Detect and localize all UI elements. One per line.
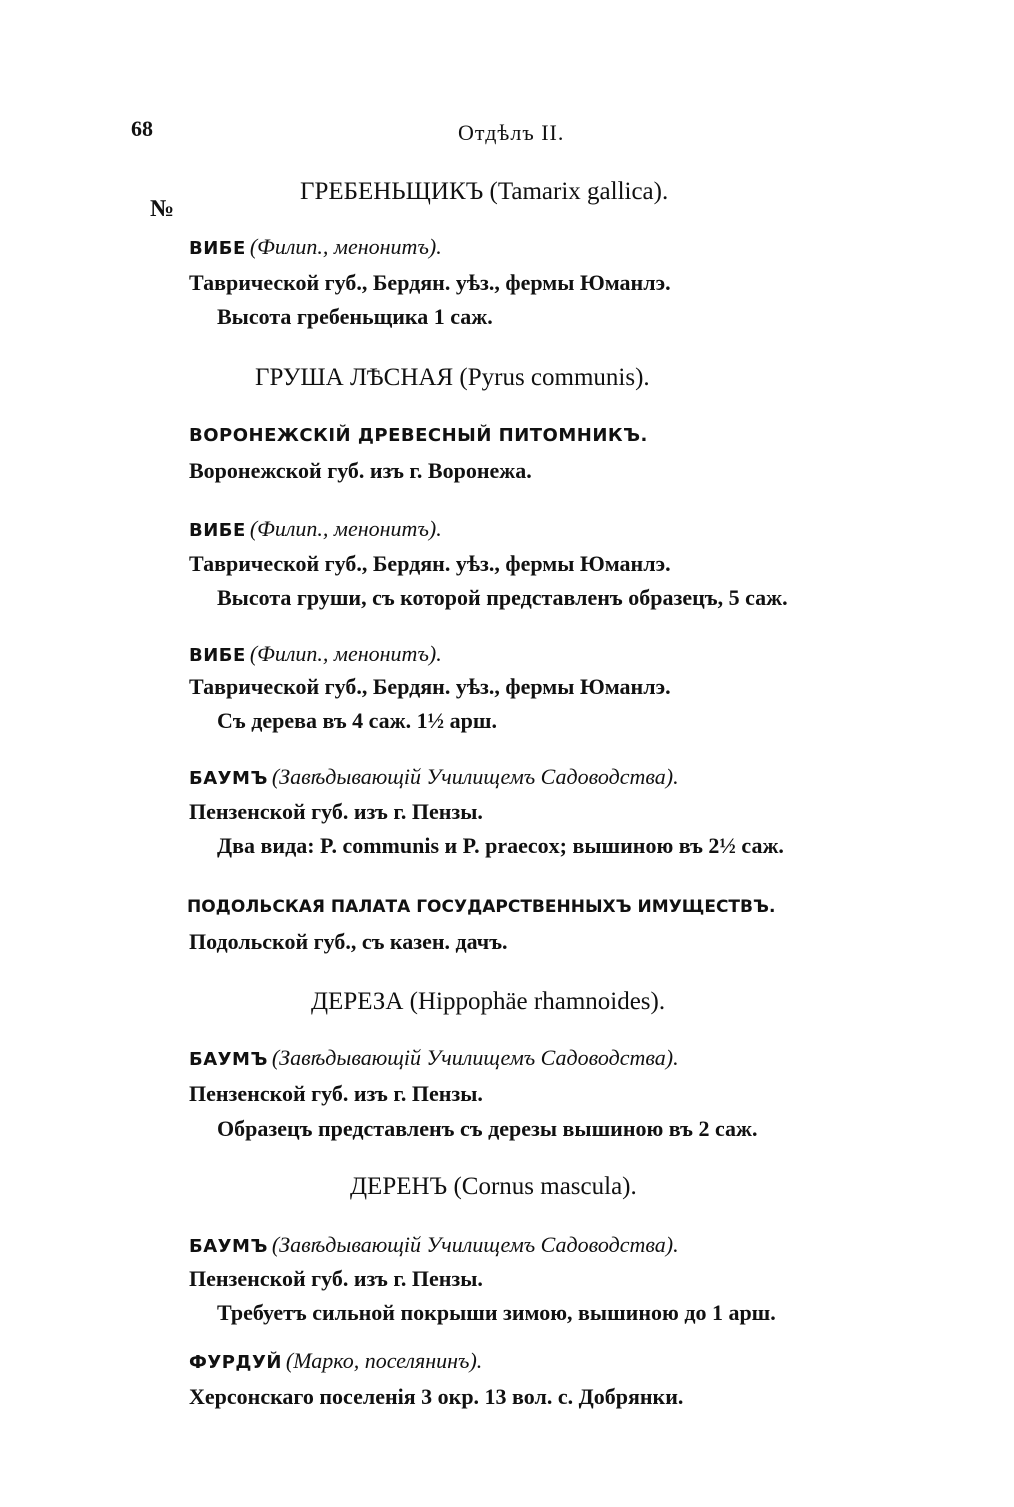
number-sign: № [150, 196, 175, 222]
section-heading-tamarix: ГРЕБЕНЬЩИКЪ (Tamarix gallica). [300, 178, 669, 205]
section-heading-cornus: ДЕРЕНЪ (Cornus mascula). [350, 1173, 637, 1200]
entry-header [189, 234, 442, 260]
exhibitor-role: (Филип., менонитъ). [249, 641, 442, 666]
section-heading-hippophae: ДЕРЕЗА (Hippophäe rhamnoides). [311, 988, 666, 1015]
entry-header [189, 764, 679, 790]
exhibitor-location: Пензенской губ. изъ г. Пензы. [189, 1081, 483, 1106]
exhibitor-name: БАУМЪ [189, 768, 268, 789]
exhibitor-location: Таврической губ., Бердян. уѣз., фермы Юманлэ. [189, 551, 671, 576]
exhibitor-name: БАУМЪ [189, 1049, 268, 1070]
exhibitor-location: Таврической губ., Бердян. уѣз., фермы Юманлэ. [189, 674, 671, 699]
exhibitor-name: БАУМЪ [189, 1236, 268, 1257]
exhibitor-location: Херсонскаго поселенія 3 окр. 13 вол. с. Добрянки. [189, 1384, 684, 1409]
exhibitor-role: (Филип., менонитъ). [249, 516, 442, 541]
exhibitor-role: (Завѣдывающій Училищемъ Садоводства). [271, 1232, 679, 1257]
exhibitor-role: (Филип., менонитъ). [249, 234, 442, 259]
exhibit-note: Требуетъ сильной покрыши зимою, вышиною до 1 арш. [217, 1300, 776, 1325]
entry-header [189, 1232, 679, 1258]
exhibitor-name: ВОРОНЕЖСКІЙ ДРЕВЕСНЫЙ ПИТОМНИКЪ. [189, 425, 648, 446]
exhibitor-role: (Завѣдывающій Училищемъ Садоводства). [271, 1045, 679, 1070]
exhibitor-name: ВИБЕ [189, 520, 246, 541]
exhibitor-name: ВИБЕ [189, 645, 246, 666]
exhibit-note: Образецъ представленъ съ дерезы вышиною въ 2 саж. [217, 1116, 758, 1141]
exhibitor-name: ПОДОЛЬСКАЯ ПАЛАТА ГОСУДАРСТВЕННЫХЪ ИМУЩЕСТВЪ. [187, 897, 776, 917]
exhibitor-role: (Марко, поселянинъ). [285, 1348, 483, 1373]
entry-header [189, 1348, 482, 1374]
entry-header [189, 1045, 679, 1071]
exhibitor-location: Пензенской губ. изъ г. Пензы. [189, 1266, 483, 1291]
exhibitor-name: ВИБЕ [189, 238, 246, 259]
exhibit-note: Высота гребеньщика 1 саж. [217, 304, 493, 329]
exhibitor-location: Воронежской губ. изъ г. Воронежа. [189, 458, 532, 483]
exhibit-note: Высота груши, съ которой представленъ образецъ, 5 саж. [217, 585, 788, 610]
page-number: 68 [131, 116, 153, 141]
running-head: Отдѣлъ II. [458, 120, 565, 145]
exhibit-note: Два вида: P. communis и P. praecox; вышиною въ 2½ саж. [217, 833, 784, 858]
exhibitor-name: ФУРДУЙ [189, 1352, 282, 1373]
entry-header [187, 897, 775, 917]
exhibitor-role: (Завѣдывающій Училищемъ Садоводства). [271, 764, 679, 789]
entry-header [189, 516, 442, 542]
exhibitor-location: Подольской губ., съ казен. дачъ. [189, 929, 508, 954]
entry-header [189, 425, 648, 446]
exhibitor-location: Пензенской губ. изъ г. Пензы. [189, 799, 483, 824]
section-heading-pyrus: ГРУША ЛѢСНАЯ (Pyrus communis). [255, 364, 650, 391]
exhibit-note: Съ дерева въ 4 саж. 1½ арш. [217, 708, 497, 733]
exhibitor-location: Таврической губ., Бердян. уѣз., фермы Юманлэ. [189, 270, 671, 295]
entry-header [189, 641, 442, 667]
